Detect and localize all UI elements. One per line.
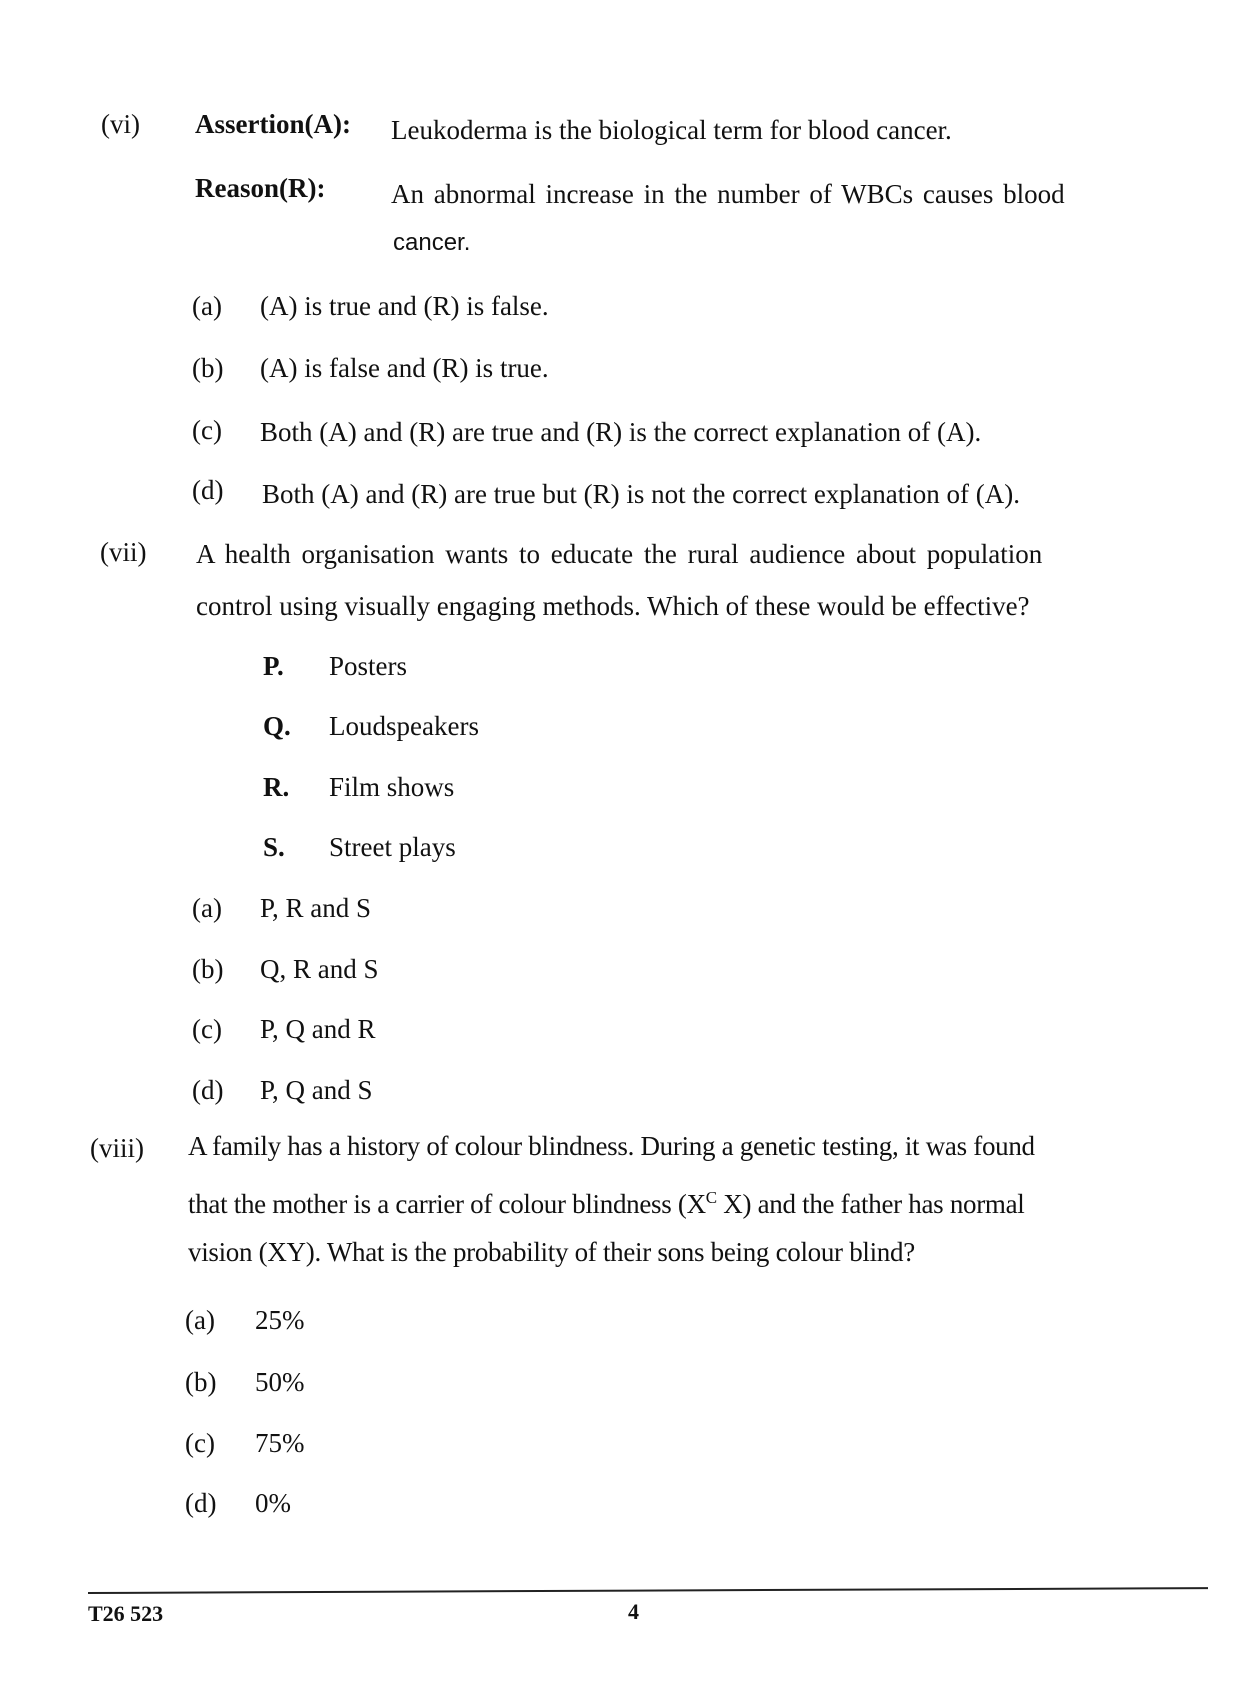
- option-label: (b): [192, 954, 224, 984]
- option-label: (a): [192, 893, 222, 923]
- question-number: (viii): [90, 1133, 144, 1163]
- option-text: Q, R and S: [260, 954, 379, 984]
- option-label: (c): [192, 1014, 222, 1044]
- option-label: (d): [192, 1075, 224, 1105]
- option-label: (b): [192, 353, 224, 383]
- item-label: S.: [263, 832, 285, 862]
- option-label: (b): [185, 1367, 217, 1397]
- question-text-cont: [188, 1182, 1025, 1220]
- question-text: A health organisation wants to educate the rural audience about population: [196, 539, 1043, 569]
- assertion-text: Leukoderma is the biological term for blood cancer.: [391, 115, 952, 145]
- paper-code: T26 523: [88, 1601, 164, 1626]
- question-number: (vii): [100, 537, 147, 567]
- option-text: (A) is false and (R) is true.: [260, 353, 549, 383]
- option-label: (a): [185, 1305, 215, 1335]
- question-text: A family has a history of colour blindness. During a genetic testing, it was found: [188, 1131, 1035, 1161]
- question-text-cont: vision (XY). What is the probability of their sons being colour blind?: [188, 1237, 915, 1267]
- reason-text: An abnormal increase in the number of WBCs causes blood: [391, 179, 1065, 209]
- option-text: 0%: [255, 1488, 291, 1518]
- option-text: 75%: [255, 1428, 305, 1458]
- text-part: X) and the father has normal: [716, 1189, 1025, 1219]
- item-text: Film shows: [329, 772, 455, 802]
- option-text: P, Q and S: [260, 1075, 373, 1105]
- footer-rule: [88, 1587, 1208, 1594]
- option-text: 25%: [255, 1305, 305, 1335]
- text-part: that the mother is a carrier of colour blindness (X: [188, 1189, 706, 1219]
- assertion-label: Assertion(A):: [195, 109, 351, 139]
- option-label: (d): [185, 1488, 217, 1518]
- item-text: Posters: [329, 651, 408, 681]
- item-label: Q.: [263, 711, 291, 741]
- item-label: R.: [263, 772, 290, 802]
- reason-label: Reason(R):: [195, 173, 326, 203]
- option-text: P, R and S: [260, 893, 372, 923]
- option-label: (c): [192, 415, 222, 445]
- reason-text-cont: cancer.: [393, 229, 471, 256]
- item-label: P.: [263, 651, 284, 681]
- superscript: C: [705, 1188, 717, 1207]
- option-label: (a): [192, 291, 222, 321]
- item-text: Street plays: [329, 832, 456, 862]
- option-text: P, Q and R: [260, 1014, 376, 1044]
- question-text-cont: control using visually engaging methods. Which of these would be effective?: [196, 591, 1030, 621]
- question-number: (vi): [101, 109, 140, 139]
- option-label: (c): [185, 1428, 215, 1458]
- item-text: Loudspeakers: [329, 711, 479, 741]
- option-label: (d): [192, 475, 224, 505]
- option-text: (A) is true and (R) is false.: [260, 291, 549, 321]
- option-text: 50%: [255, 1367, 305, 1397]
- option-text: Both (A) and (R) are true and (R) is the correct explanation of (A).: [260, 417, 982, 447]
- page-number: 4: [628, 1599, 639, 1624]
- option-text: Both (A) and (R) are true but (R) is not the correct explanation of (A).: [262, 479, 1021, 509]
